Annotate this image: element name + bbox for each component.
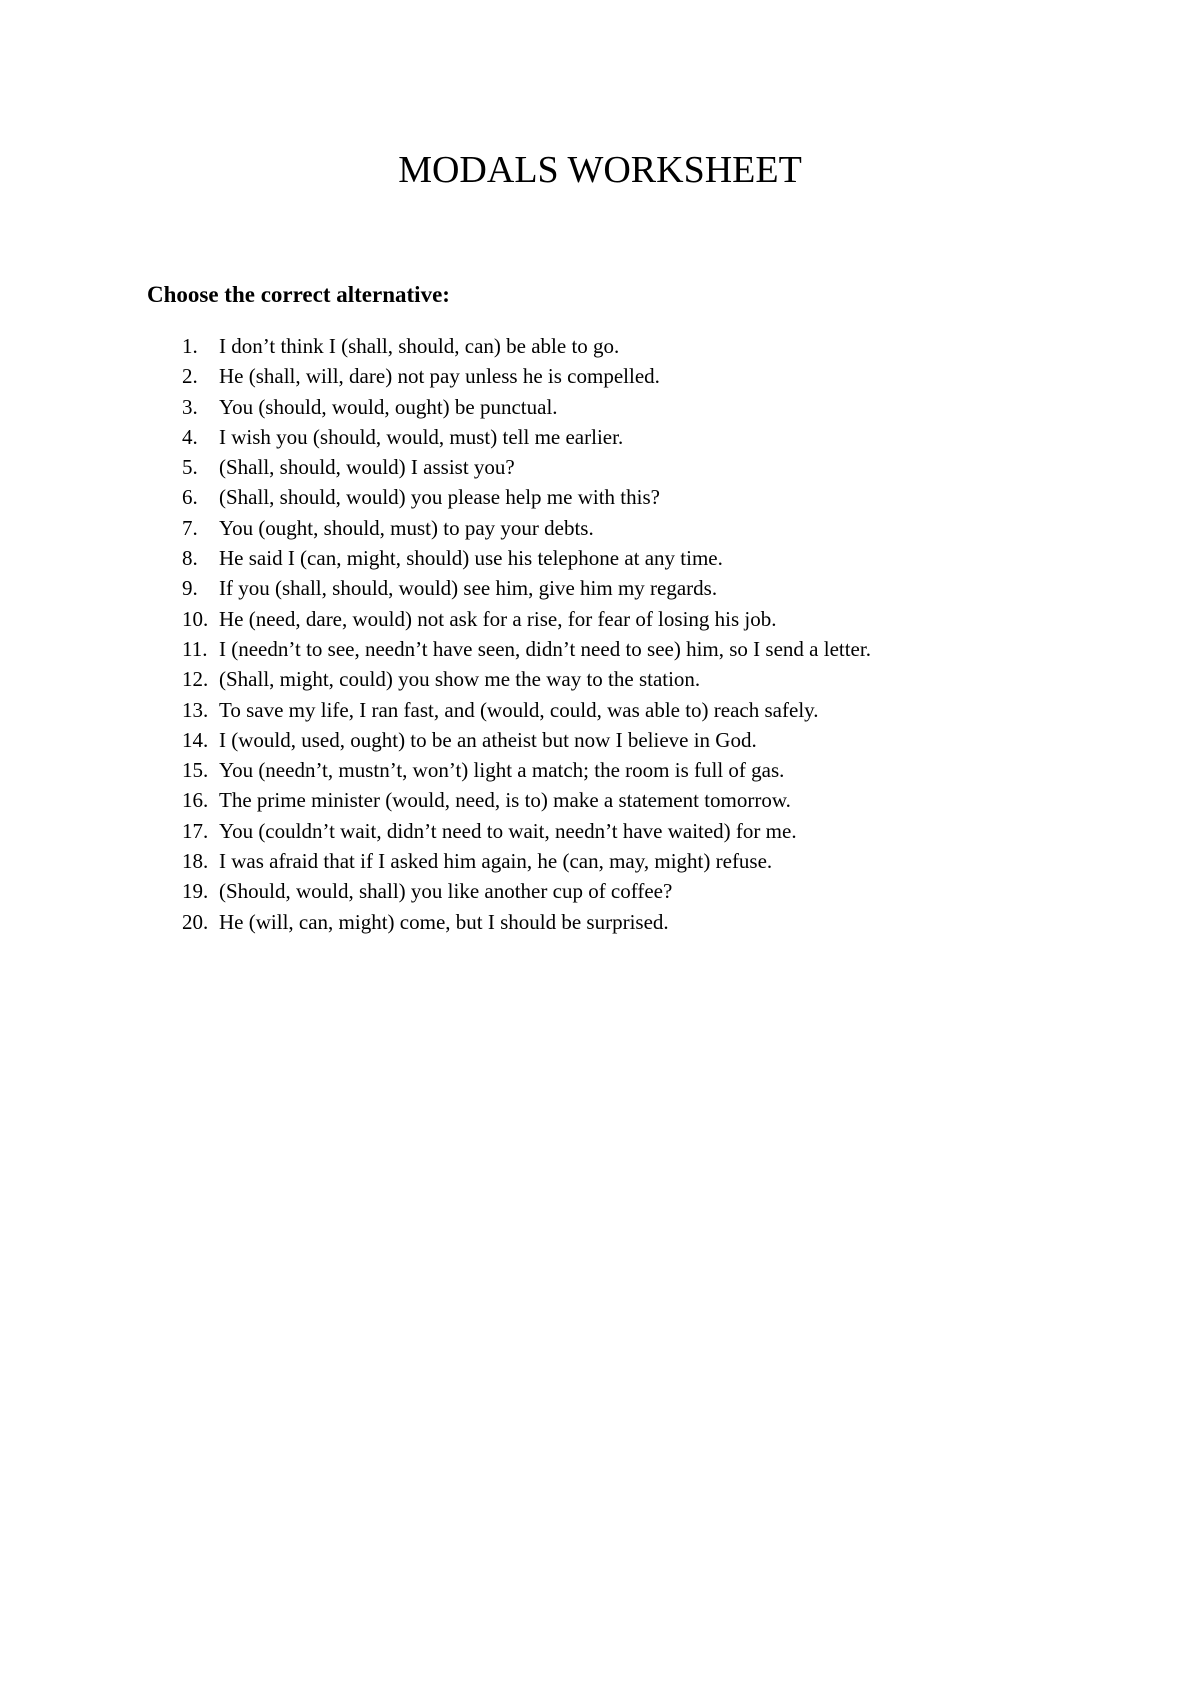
question-item <box>182 755 871 785</box>
question-number: 9. <box>182 576 198 601</box>
question-number: 17. <box>182 818 209 843</box>
question-number: 1. <box>182 334 198 358</box>
question-item <box>182 846 871 876</box>
question-number: 11. <box>182 636 208 661</box>
question-text: I was afraid that if I asked him again, he (can, may, might) refuse. <box>219 849 773 874</box>
question-item <box>182 634 871 664</box>
question-text: (Shall, should, would) I assist you? <box>219 455 515 480</box>
question-number: 10. <box>182 606 209 631</box>
question-text: He (shall, will, dare) not pay unless he is compelled. <box>219 364 660 389</box>
question-text: To save my life, I ran fast, and (would, could, was able to) reach safely. <box>219 697 819 722</box>
question-text: The prime minister (would, need, is to) make a statement tomorrow. <box>219 788 791 813</box>
question-item <box>182 482 871 512</box>
question-text: He (will, can, might) come, but I should be surprised. <box>219 909 669 934</box>
question-item <box>182 513 871 543</box>
question-item <box>182 725 871 755</box>
question-text: You (ought, should, must) to pay your debts. <box>219 515 594 540</box>
question-text: (Should, would, shall) you like another cup of coffee? <box>219 879 673 904</box>
question-number: 16. <box>182 788 209 813</box>
question-number: 15. <box>182 758 209 783</box>
question-number: 13. <box>182 697 209 722</box>
question-number: 18. <box>182 849 209 874</box>
question-item <box>182 422 871 452</box>
question-text: He said I (can, might, should) use his telephone at any time. <box>219 546 723 571</box>
question-item <box>182 785 871 815</box>
question-number: 2. <box>182 364 198 389</box>
question-text: You (should, would, ought) be punctual. <box>219 394 558 419</box>
question-number: 20. <box>182 909 209 934</box>
question-text: If you (shall, should, would) see him, give him my regards. <box>219 576 718 601</box>
question-text: I (would, used, ought) to be an atheist but now I believe in God. <box>219 727 757 752</box>
question-item <box>182 392 871 422</box>
question-number: 14. <box>182 727 209 752</box>
question-text: You (needn’t, mustn’t, won’t) light a match; the room is full of gas. <box>219 758 785 783</box>
question-number: 6. <box>182 485 198 510</box>
question-text: (Shall, might, could) you show me the way to the station. <box>219 667 701 692</box>
question-item <box>182 876 871 906</box>
question-number: 19. <box>182 879 209 904</box>
question-item <box>182 543 871 573</box>
question-number: 3. <box>182 394 198 419</box>
question-number: 8. <box>182 546 198 571</box>
question-text: He (need, dare, would) not ask for a rise, for fear of losing his job. <box>219 606 777 631</box>
question-number: 7. <box>182 515 198 540</box>
page-title: MODALS WORKSHEET <box>398 149 802 191</box>
question-item <box>182 361 871 391</box>
question-text: You (couldn’t wait, didn’t need to wait, needn’t have waited) for me. <box>219 818 797 843</box>
question-text: I don’t think I (shall, should, can) be able to go. <box>219 334 620 358</box>
question-item <box>182 816 871 846</box>
question-item <box>182 907 871 937</box>
question-number: 5. <box>182 455 198 480</box>
question-number: 4. <box>182 424 198 449</box>
question-item <box>182 452 871 482</box>
instruction-heading: Choose the correct alternative: <box>147 282 450 307</box>
question-item <box>182 604 871 634</box>
question-list <box>182 331 871 937</box>
question-item <box>182 664 871 694</box>
question-item <box>182 331 871 361</box>
question-item <box>182 573 871 603</box>
question-number: 12. <box>182 667 209 692</box>
question-text: I (needn’t to see, needn’t have seen, didn’t need to see) him, so I send a letter. <box>219 636 871 661</box>
question-text: I wish you (should, would, must) tell me earlier. <box>219 424 624 449</box>
question-text: (Shall, should, would) you please help me with this? <box>219 485 660 510</box>
question-item <box>182 695 871 725</box>
